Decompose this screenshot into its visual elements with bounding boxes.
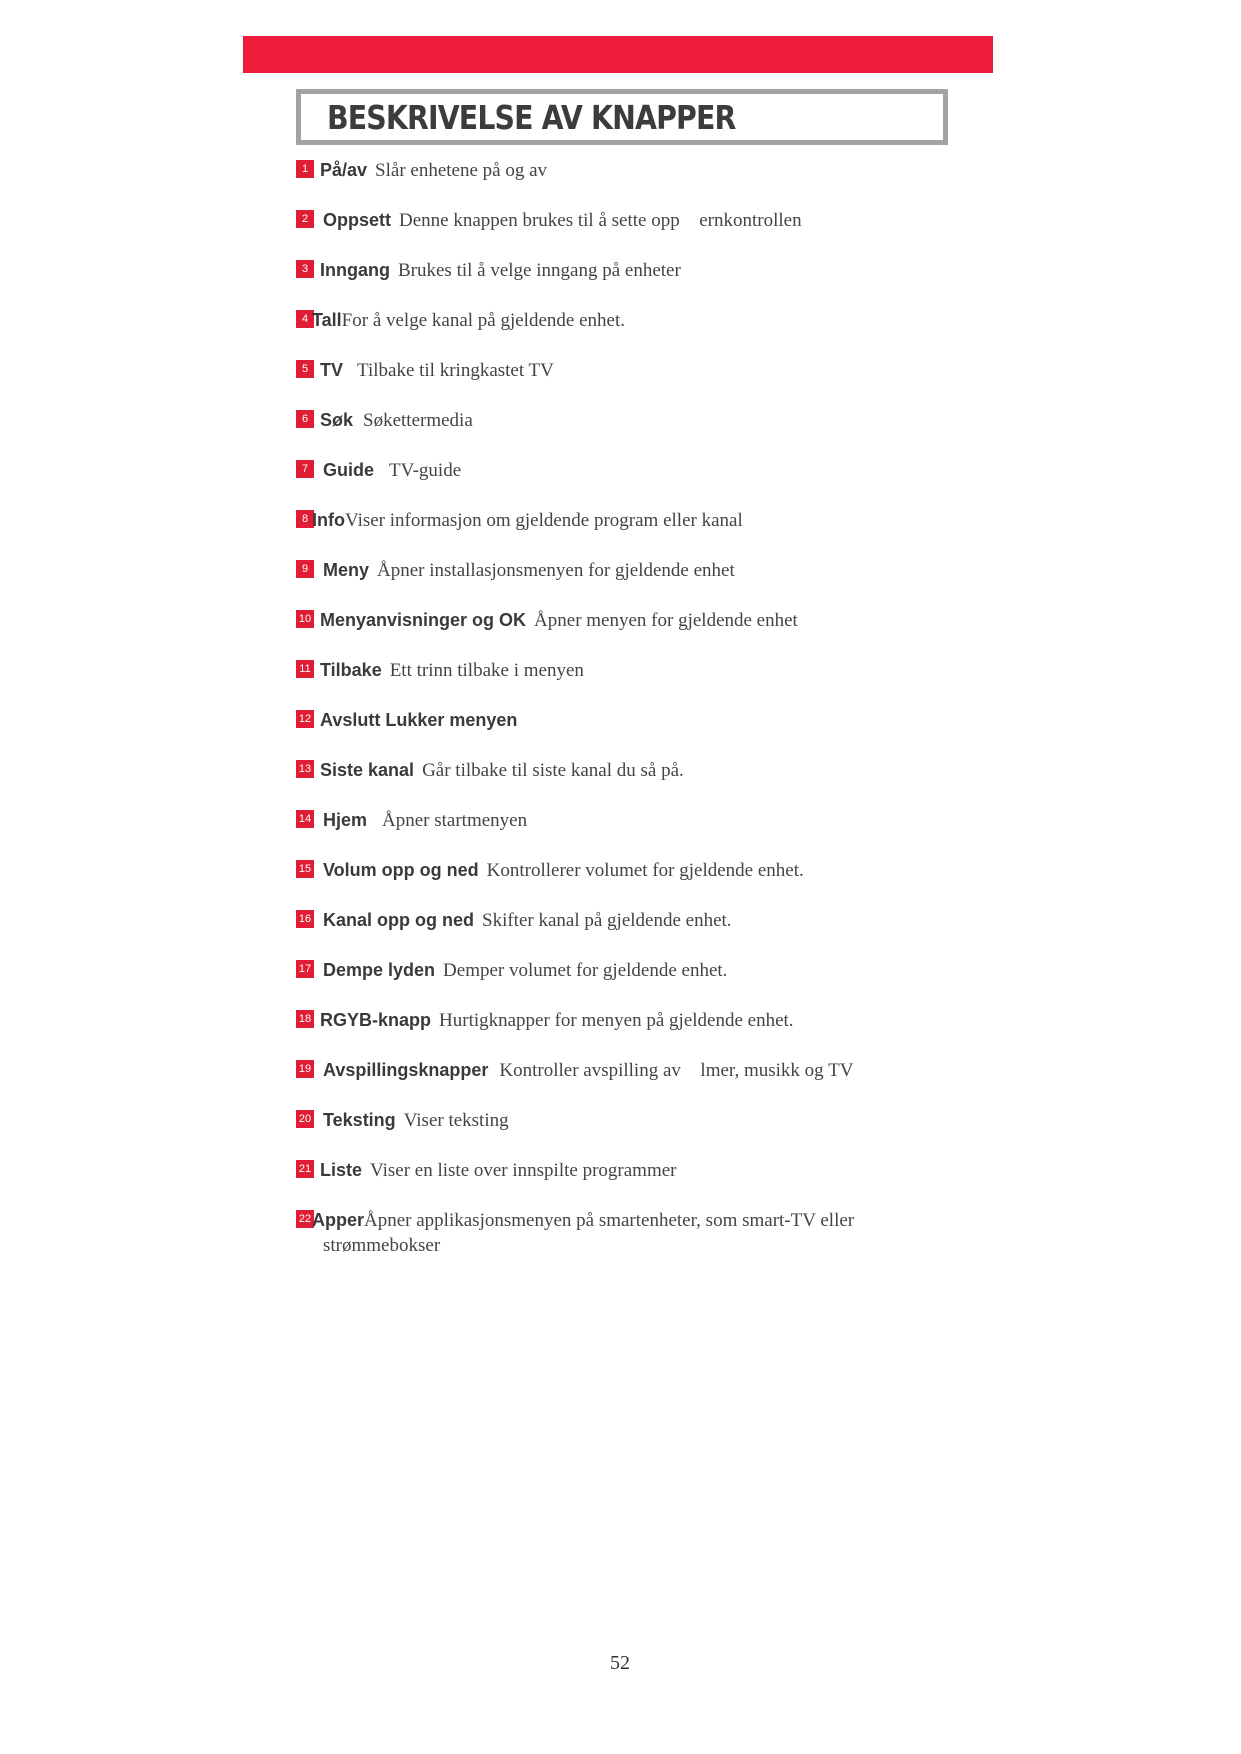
button-name: Inngang bbox=[320, 260, 390, 280]
button-description: Åpner menyen for gjeldende enhet bbox=[534, 610, 798, 631]
button-name: Volum opp og ned bbox=[323, 860, 479, 880]
button-description: Søkettermedia bbox=[363, 410, 473, 431]
button-description: Demper volumet for gjeldende enhet. bbox=[443, 960, 728, 981]
item-number-badge: 11 bbox=[296, 660, 314, 678]
item-number-badge: 12 bbox=[296, 710, 314, 728]
item-number-badge: 19 bbox=[296, 1060, 314, 1078]
item-number-badge: 20 bbox=[296, 1110, 314, 1128]
item-number-badge: 5 bbox=[296, 360, 314, 378]
button-name: Avslutt Lukker menyen bbox=[320, 710, 518, 730]
button-name: Teksting bbox=[323, 1110, 396, 1130]
button-name: På/av bbox=[320, 160, 368, 180]
button-description: Viser informasjon om gjeldende program eller kanal bbox=[345, 510, 743, 531]
button-description: Åpner applikasjonsmenyen på smartenheter, som smart-TV eller bbox=[364, 1210, 855, 1231]
button-name: TV bbox=[320, 360, 344, 380]
item-number-badge: 17 bbox=[296, 960, 314, 978]
button-description: Skifter kanal på gjeldende enhet. bbox=[482, 910, 732, 931]
button-name: Menyanvisninger og OK bbox=[320, 610, 527, 630]
item-number-badge: 21 bbox=[296, 1160, 314, 1178]
button-description-continued: strømmebokser bbox=[323, 1235, 441, 1256]
button-name: Guide bbox=[323, 460, 375, 480]
button-description: Åpner installasjonsmenyen for gjeldende enhet bbox=[377, 560, 735, 581]
button-name: Tall bbox=[312, 310, 342, 330]
button-description: Viser en liste over innspilte programmer bbox=[370, 1160, 677, 1181]
item-number-badge: 18 bbox=[296, 1010, 314, 1028]
section-title-box bbox=[296, 89, 948, 145]
item-number-badge: 14 bbox=[296, 810, 314, 828]
button-description: Kontroller avspilling av lmer, musikk og TV bbox=[499, 1060, 839, 1081]
button-description: TV-guide bbox=[389, 460, 462, 481]
list-item bbox=[296, 1208, 936, 1258]
button-name: Tilbake bbox=[320, 660, 382, 680]
section-title: BESKRIVELSE AV KNAPPER bbox=[327, 98, 736, 137]
button-description: Denne knappen brukes til å sette opp ernkontrollen bbox=[399, 210, 787, 231]
button-description: Tilbake til kringkastet TV bbox=[357, 360, 554, 381]
button-description: Går tilbake til siste kanal du så på. bbox=[422, 760, 684, 781]
button-name: RGYB-knapp bbox=[320, 1010, 432, 1030]
button-name: Apper bbox=[312, 1210, 365, 1230]
button-name: Meny bbox=[323, 560, 370, 580]
button-description: For å velge kanal på gjeldende enhet. bbox=[341, 310, 625, 331]
item-number-badge: 9 bbox=[296, 560, 314, 578]
button-name: Søk bbox=[320, 410, 354, 430]
button-description: Hurtigknapper for menyen på gjeldende enhet. bbox=[439, 1010, 794, 1031]
button-name: Info bbox=[312, 510, 345, 530]
button-name: Kanal opp og ned bbox=[323, 910, 474, 930]
button-description: Åpner startmenyen bbox=[382, 810, 528, 831]
item-number-badge: 8 bbox=[296, 510, 314, 528]
button-description: Slår enhetene på og av bbox=[375, 160, 548, 181]
item-number-badge: 22 bbox=[296, 1210, 314, 1228]
button-name: Liste bbox=[320, 1160, 363, 1180]
button-name: Avspillingsknapper bbox=[323, 1060, 489, 1080]
item-number-badge: 10 bbox=[296, 610, 314, 628]
item-number-badge: 15 bbox=[296, 860, 314, 878]
button-name: Oppsett bbox=[323, 210, 392, 230]
button-description: Ett trinn tilbake i menyen bbox=[389, 660, 584, 681]
item-number-badge: 7 bbox=[296, 460, 314, 478]
item-number-badge: 2 bbox=[296, 210, 314, 228]
button-description: Viser teksting bbox=[403, 1110, 509, 1131]
page-number: 52 bbox=[610, 1652, 630, 1674]
button-description: Brukes til å velge inngang på enheter bbox=[398, 260, 681, 281]
header-accent-bar bbox=[243, 36, 993, 73]
button-name: Siste kanal bbox=[320, 760, 415, 780]
button-name: Hjem bbox=[323, 810, 368, 830]
item-number-badge: 1 bbox=[296, 160, 314, 178]
button-name: Dempe lyden bbox=[323, 960, 436, 980]
button-description: Kontrollerer volumet for gjeldende enhet. bbox=[486, 860, 804, 881]
item-number-badge: 3 bbox=[296, 260, 314, 278]
item-number-badge: 6 bbox=[296, 410, 314, 428]
item-number-badge: 4 bbox=[296, 310, 314, 328]
item-number-badge: 13 bbox=[296, 760, 314, 778]
item-number-badge: 16 bbox=[296, 910, 314, 928]
